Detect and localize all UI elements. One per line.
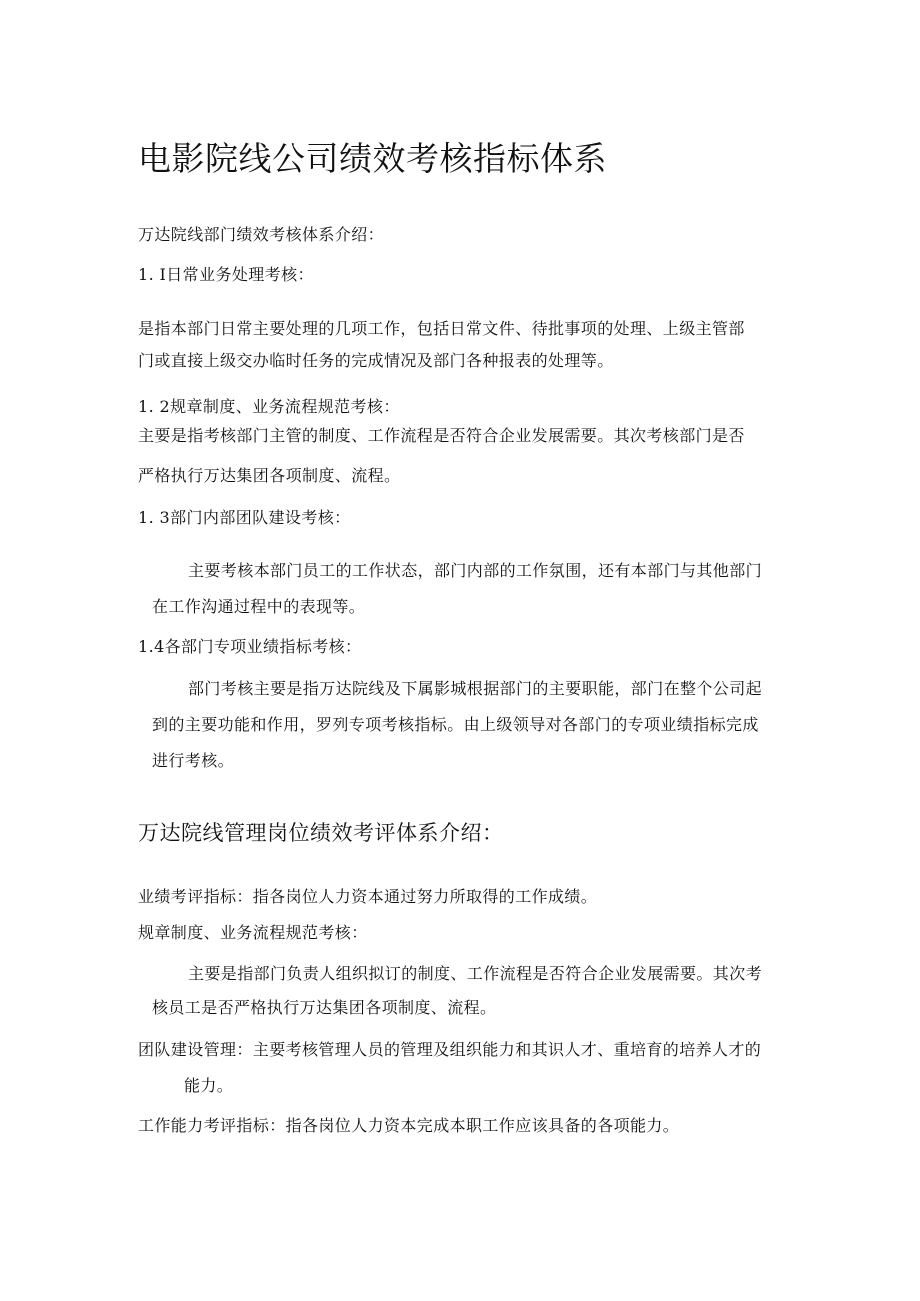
item2-heading: 1. 2规章制度、业务流程规范考核： — [138, 397, 400, 416]
rules-heading: 规章制度、业务流程规范考核： — [138, 923, 368, 942]
item1-heading: 1. I日常业务处理考核： — [138, 265, 314, 284]
ability-indicator: 工作能力考评指标：指各岗位人力资本完成本职工作应该具备的各项能力。 — [138, 1116, 680, 1135]
item4-text-line3: 进行考核。 — [152, 751, 235, 770]
item4-text-line2: 到的主要功能和作用，罗列专项考核指标。由上级领导对各部门的专项业绩指标完成 — [152, 715, 759, 734]
rules-text-line1: 主要是指部门负责人组织拟订的制度、工作流程是否符合企业发展需要。其次考 — [188, 964, 763, 983]
item3-heading: 1. 3部门内部团队建设考核： — [138, 508, 351, 527]
item4-heading: 1.4各部门专项业绩指标考核： — [138, 637, 362, 656]
item2-text-line1: 主要是指考核部门主管的制度、工作流程是否符合企业发展需要。其次考核部门是否 — [138, 426, 745, 445]
team-text-line1: 团队建设管理：主要考核管理人员的管理及组织能力和其识人才、重培育的培养人才的 — [138, 1040, 762, 1059]
performance-indicator: 业绩考评指标：指各岗位人力资本通过努力所取得的工作成绩。 — [138, 887, 598, 906]
item1-text-line1: 是指本部门日常主要处理的几项工作，包括日常文件、待批事项的处理、上级主管部 — [138, 319, 745, 338]
rules-text-line2: 核员工是否严格执行万达集团各项制度、流程。 — [152, 998, 497, 1017]
item3-text-line1: 主要考核本部门员工的工作状态，部门内部的工作氛围，还有本部门与其他部门 — [188, 561, 763, 580]
section2-heading: 万达院线管理岗位绩效考评体系介绍： — [138, 821, 504, 845]
item3-text-line2: 在工作沟通过程中的表现等。 — [152, 597, 366, 616]
section1-intro: 万达院线部门绩效考核体系介绍： — [138, 225, 385, 244]
item2-text-line2: 严格执行万达集团各项制度、流程。 — [138, 466, 401, 485]
document-title: 电影院线公司绩效考核指标体系 — [138, 139, 607, 178]
item4-text-line1: 部门考核主要是指万达院线及下属影城根据部门的主要职能，部门在整个公司起 — [188, 679, 763, 698]
team-text-line2: 能力。 — [184, 1076, 234, 1095]
item1-text-line2: 门或直接上级交办临时任务的完成情况及部门各种报表的处理等。 — [138, 351, 614, 370]
